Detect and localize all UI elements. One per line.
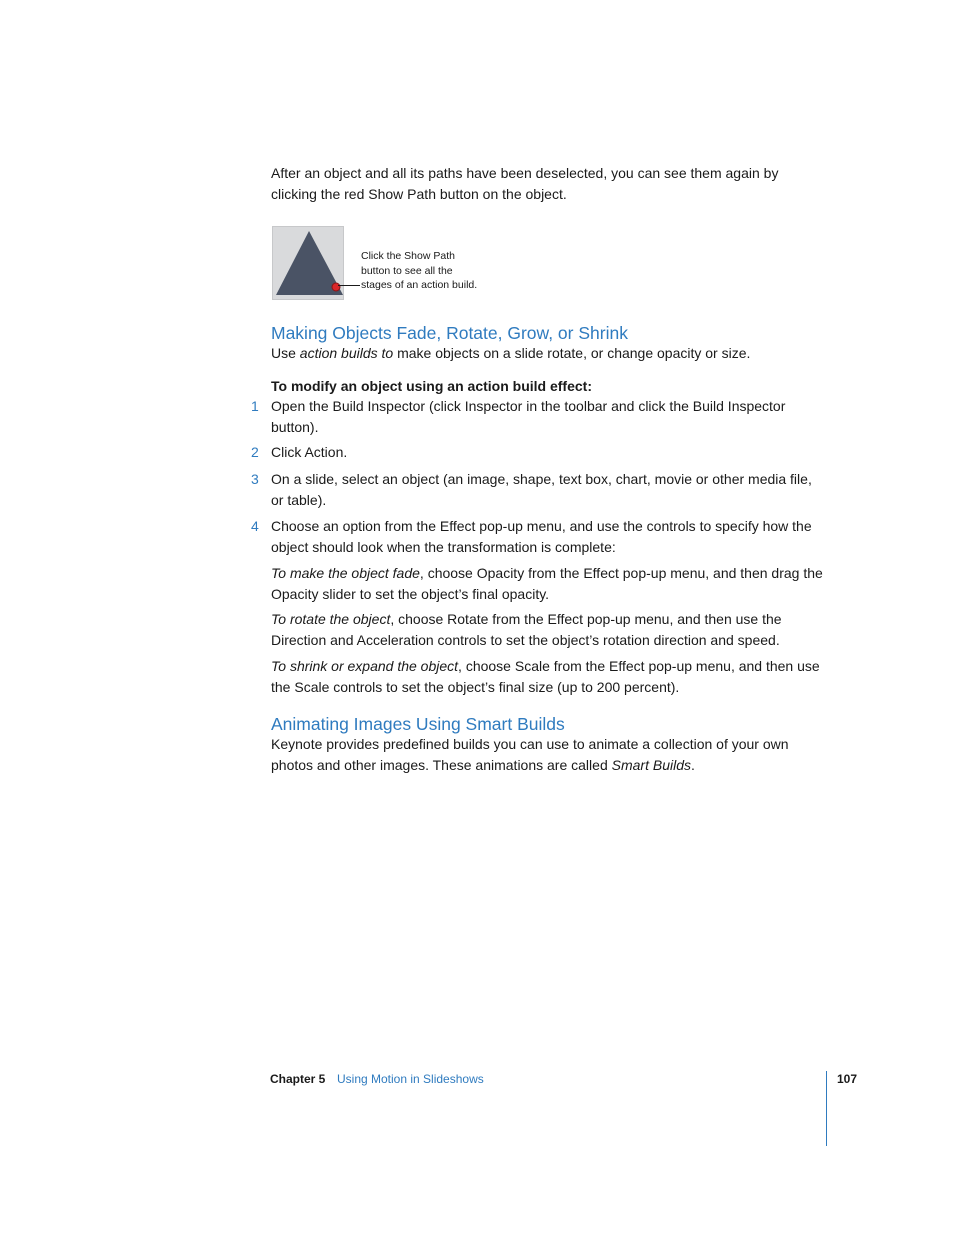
smart-builds-paragraph — [271, 734, 827, 775]
step-text: Open the Build Inspector (click Inspector in the toolbar and click the Build Inspector button). — [271, 398, 786, 435]
option-text: , choose Opacity from the Effect pop-up menu, and then drag the Opacity slider to set the object’s final opacity. — [271, 565, 823, 602]
caption-line: button to see all the — [361, 264, 453, 277]
intro-paragraph: After an object and all its paths have been deselected, you can see them again by clicking the red Show Path button on the object. — [271, 165, 779, 202]
footer-chapter-title[interactable]: Using Motion in Slideshows — [337, 1072, 484, 1086]
option-label: To shrink or expand the object — [271, 658, 459, 674]
term-smart-builds: Smart Builds — [611, 756, 691, 773]
triangle-shape — [273, 227, 343, 299]
text-run: Use — [271, 345, 300, 361]
option-label: To make the object fade — [271, 565, 420, 581]
step-number: 2 — [251, 444, 259, 460]
option-text: , choose Scale from the Effect pop-up menu, and then use the Scale controls to set the object’s final size (up to 200 percent). — [271, 658, 820, 695]
section-intro — [271, 343, 827, 364]
page-number: 107 — [837, 1072, 858, 1086]
option-text: , choose Rotate from the Effect pop-up menu, and then use the Direction and Acceleration controls to set the object’s rotation direction and speed. — [271, 611, 782, 648]
figure-caption — [361, 249, 501, 293]
step-text: Click Action. — [271, 444, 348, 460]
section-heading-action-builds: Making Objects Fade, Rotate, Grow, or Shrink — [271, 323, 628, 343]
step-number: 1 — [251, 398, 259, 414]
action-build-figure — [272, 226, 344, 300]
text-run: make objects on a slide rotate, or change opacity or size. — [393, 345, 751, 361]
step-text: On a slide, select an object (an image, shape, text box, chart, movie or other media file, or table). — [271, 471, 812, 508]
step-number: 3 — [251, 471, 259, 487]
caption-line: Click the Show Path — [361, 250, 455, 262]
step-number: 4 — [251, 518, 259, 534]
section-heading-smart-builds: Animating Images Using Smart Builds — [271, 714, 565, 734]
step-text: Choose an option from the Effect pop-up menu, and use the controls to specify how the object should look when the transformation is complete: — [271, 518, 812, 555]
text-run: . — [690, 756, 695, 773]
footer-chapter: Chapter 5 — [270, 1072, 326, 1086]
text-run: Keynote provides predefined builds you can use to animate a collection of your own photos and other images. These animations are called — [271, 736, 789, 773]
rotate-option — [271, 609, 827, 650]
fade-option — [271, 563, 827, 604]
caption-line: stages of an action build. — [361, 279, 478, 291]
footer-divider — [826, 1071, 827, 1146]
option-label: To rotate the object — [271, 611, 391, 627]
term-action-builds: action builds to — [299, 345, 394, 361]
procedure-title: To modify an object using an action build effect: — [271, 378, 592, 394]
callout-line — [338, 285, 360, 286]
scale-option — [271, 656, 827, 697]
